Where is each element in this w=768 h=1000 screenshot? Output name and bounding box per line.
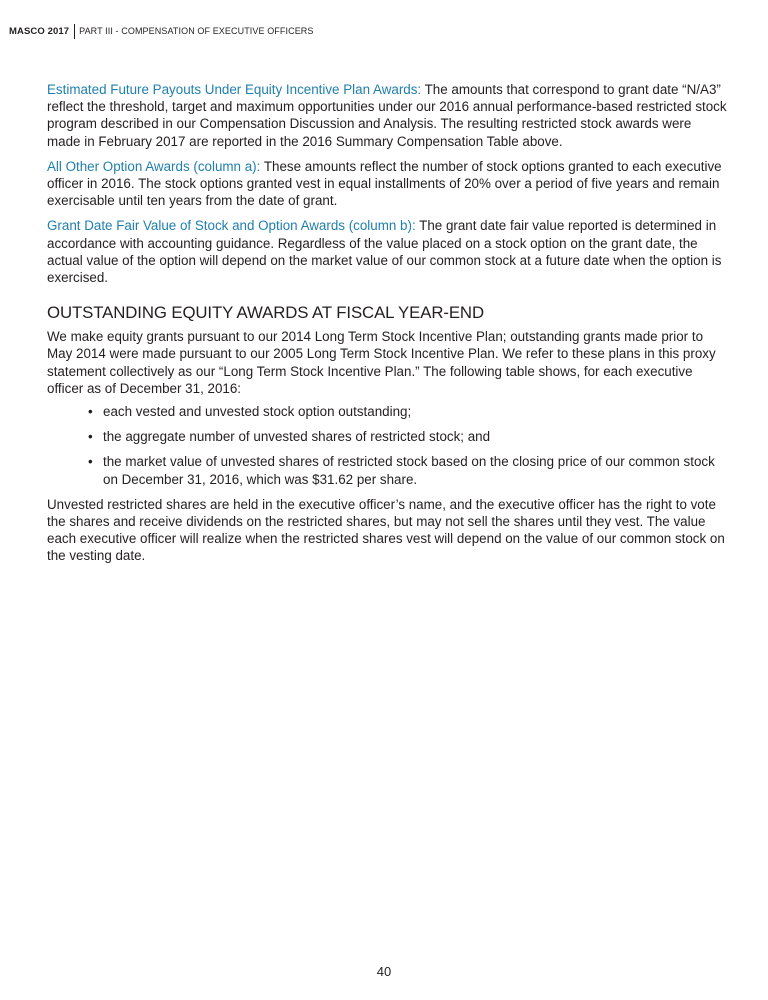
- list-item: [87, 428, 727, 445]
- note-all-other-option-awards: [47, 158, 727, 210]
- list-item-text: each vested and unvested stock option outstanding;: [103, 404, 412, 420]
- list-item: [87, 453, 727, 487]
- list-item: [87, 403, 727, 420]
- note-text: The grant date fair value reported is determined in accordance with accounting guidance. Regardless of the value placed on a stock option on the grant date, the actual value of the option will depend on the market value of our common stock at a future date when the option is exercised.: [47, 218, 722, 286]
- note-estimated-future-payouts: [47, 81, 727, 150]
- note-lead: Estimated Future Payouts Under Equity Incentive Plan Awards:: [47, 82, 422, 97]
- note-lead: All Other Option Awards (column a):: [47, 158, 261, 174]
- bullet-icon: •: [88, 429, 93, 445]
- closing-paragraph: Unvested restricted shares are held in the executive officer’s name, and the executive officer has the right to vote the shares and receive dividends on the restricted shares, but may not sell the shares until they vest. The value each executive officer will realize when the restricted shares vest will depend on the value of our common stock on the vesting date.: [47, 496, 725, 564]
- header-section-title: PART III - COMPENSATION OF EXECUTIVE OFFICERS: [79, 26, 314, 36]
- page-content: [47, 81, 727, 565]
- running-header: [9, 23, 314, 39]
- bullet-icon: •: [88, 404, 93, 420]
- bullet-icon: •: [88, 454, 93, 470]
- report-brand: MASCO 2017: [9, 25, 70, 37]
- list-item-text: the market value of unvested shares of restricted stock based on the closing price of our common stock on December 31, 2016, which was $31.62 per share.: [103, 454, 715, 487]
- note-lead: Grant Date Fair Value of Stock and Option Awards (column b):: [47, 218, 416, 234]
- header-divider: [74, 24, 75, 39]
- note-grant-date-fair-value: [47, 217, 727, 286]
- note-text: These amounts reflect the number of stock options granted to each executive officer in 2016. The stock options granted vest in equal installments of 20% over a period of five years and remain exercisable until ten years from the date of grant.: [47, 158, 722, 209]
- page-number: 40: [376, 964, 392, 979]
- section-intro: We make equity grants pursuant to our 2014 Long Term Stock Incentive Plan; outstanding grants made prior to May 2014 were made pursuant to our 2005 Long Term Stock Incentive Plan. We refer to these plans in this proxy statement collectively as our “Long Term Stock Incentive Plan.” The following table shows, for each executive officer as of December 31, 2016:: [47, 329, 716, 396]
- bullet-list: [47, 403, 727, 488]
- note-text: The amounts that correspond to grant date “N/A3” reflect the threshold, target and maximum opportunities under our 2016 annual performance-based restricted stock program described in our Compensation Discussion and Analysis. The resulting restricted stock awards were made in February 2017 are reported in the 2016 Summary Compensation Table above.: [47, 82, 727, 149]
- section-heading: OUTSTANDING EQUITY AWARDS AT FISCAL YEAR-END: [47, 303, 484, 323]
- list-item-text: the aggregate number of unvested shares of restricted stock; and: [103, 429, 491, 445]
